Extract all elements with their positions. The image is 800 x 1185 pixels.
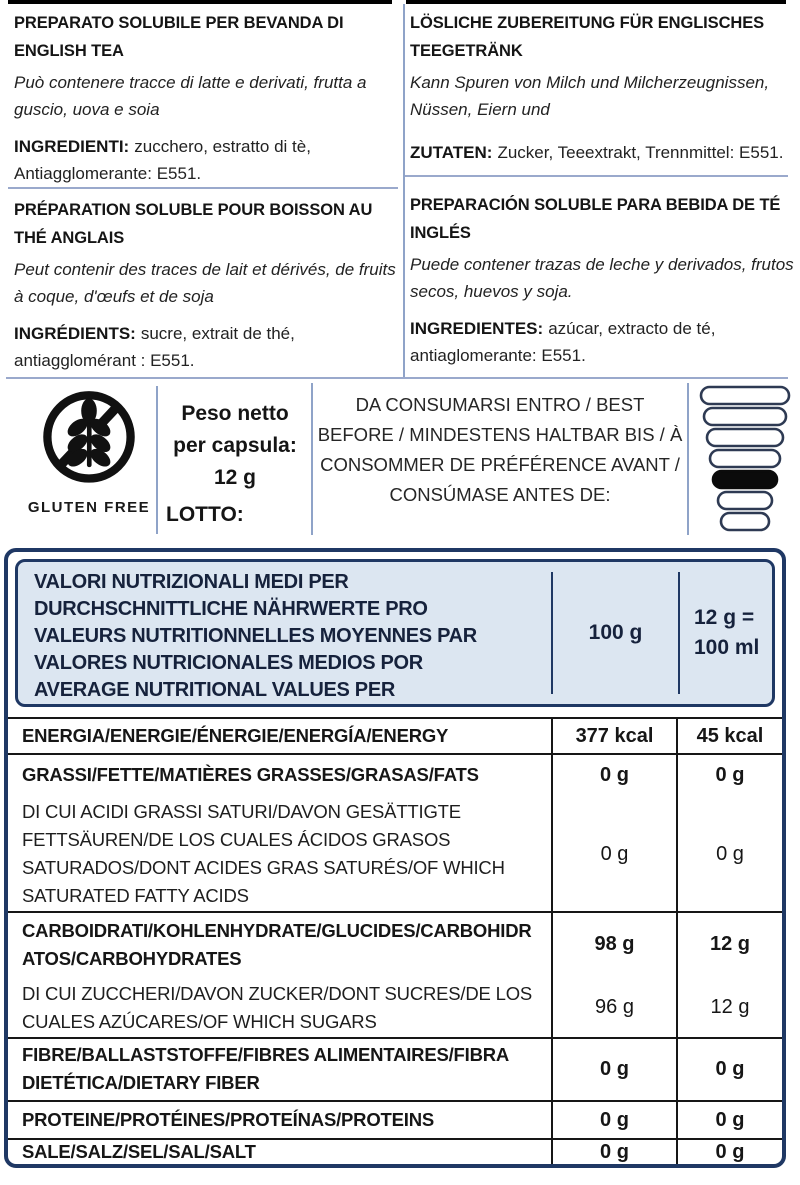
section-italian: [14, 9, 394, 188]
row-energy: [8, 717, 782, 753]
gluten-free-badge: [24, 388, 154, 516]
italian-allergen-note: Può contenere tracce di latte e derivati, frutta a guscio, uova e soia: [14, 72, 367, 119]
gluten-free-label: GLUTEN FREE: [27, 499, 151, 516]
nutrition-header-line-de: DURCHSCHNITTLICHE NÄHRWERTE PRO: [34, 598, 428, 620]
row-carbs-percapsule: 12 g: [676, 913, 782, 977]
row-carbohydrates: [8, 911, 782, 1037]
section-german: [410, 9, 792, 166]
nutrition-header-line-fr: VALEURS NUTRITIONNELLES MOYENNES PAR: [34, 625, 477, 647]
middle-band-top-divider: [6, 377, 788, 379]
middle-separator-2: [311, 383, 313, 535]
row-fats: [8, 753, 782, 911]
row-fiber-label: FIBRE/BALLASTSTOFFE/FIBRES ALIMENTAIRES/FIBRA DIETÉTICA/DIETARY FIBER: [22, 1044, 509, 1094]
net-weight-line-1: Peso netto: [181, 402, 289, 425]
german-allergen-note: Kann Spuren von Milch und Milcherzeugnissen, Nüssen, Eiern und: [410, 72, 770, 119]
french-allergen-note: Peut contenir des traces de lait et dérivés, de fruits à coque, d'œufs et de soja: [14, 259, 396, 306]
row-proteins: [8, 1100, 782, 1138]
nutrition-rows: [8, 717, 782, 1164]
label-top-border-right: [406, 0, 786, 4]
italian-section-divider: [8, 187, 398, 189]
per-capsule-line-2: 100 ml: [694, 636, 760, 659]
spanish-ingredients-text: azúcar, extracto de té, antiaglomerante: E551.: [410, 319, 716, 366]
row-salt-per100g: 0 g: [551, 1140, 676, 1164]
net-weight-line-2: per capsula:: [173, 434, 297, 457]
column-header-per-capsule: [680, 562, 768, 704]
gluten-free-icon: [37, 388, 141, 490]
italian-ingredients-label: INGREDIENTI:: [14, 137, 130, 157]
row-sugars-label: DI CUI ZUCCHERI/DAVON ZUCKER/DONT SUCRES/DE LOS CUALES AZÚCARES/OF WHICH SUGARS: [22, 982, 533, 1032]
section-spanish: [410, 191, 794, 370]
row-proteins-label: PROTEINE/PROTÉINES/PROTEÍNAS/PROTEINS: [22, 1109, 434, 1130]
row-fats-percapsule: 0 g: [676, 755, 782, 795]
nutrition-header-line-es: VALORES NUTRICIONALES MEDIOS POR: [34, 652, 423, 674]
italian-ingredients: [14, 133, 394, 187]
capsule-stack-icon: [699, 385, 791, 535]
nutrition-table-header: [15, 559, 775, 707]
best-before-text: DA CONSUMARSI ENTRO / BEST BEFORE / MINDESTENS HALTBAR BIS / À CONSOMMER DE PRÉFÉRENCE AVANT / CONSÚMASE ANTES DE:: [317, 394, 683, 505]
row-fiber-per100g: 0 g: [551, 1039, 676, 1100]
row-carbs-label: CARBOIDRATI/KOHLENHYDRATE/GLUCIDES/CARBOHIDRATOS/CARBOHYDRATES: [22, 919, 532, 969]
german-section-divider: [405, 175, 788, 177]
row-sugars-percapsule: 12 g: [676, 977, 782, 1039]
row-carbs-per100g: 98 g: [551, 913, 676, 977]
spanish-allergen-note: Puede contener trazas de leche y derivados, frutos secos, huevos y soja.: [410, 254, 794, 301]
nutrition-header-line-en: AVERAGE NUTRITIONAL VALUES PER: [34, 679, 396, 701]
french-ingredients-label: INGRÉDIENTS:: [14, 324, 136, 344]
row-fats-per100g: 0 g: [551, 755, 676, 795]
row-fats-label: GRASSI/FETTE/MATIÈRES GRASSES/GRASAS/FATS: [22, 764, 479, 785]
nutrition-table: [4, 548, 786, 1168]
row-salt: [8, 1138, 782, 1164]
column-header-per-100g: 100 g: [588, 621, 643, 644]
german-ingredients-text: Zucker, Teeextrakt, Trennmittel: E551.: [497, 143, 784, 163]
middle-separator-1: [156, 386, 158, 534]
row-saturated-percapsule: 0 g: [676, 795, 782, 913]
row-salt-percapsule: 0 g: [676, 1140, 782, 1164]
spanish-ingredients-label: INGREDIENTES:: [410, 319, 544, 339]
row-fiber-percapsule: 0 g: [676, 1039, 782, 1100]
row-proteins-percapsule: 0 g: [676, 1102, 782, 1138]
italian-ingredients-text: zucchero, estratto di tè, Antiagglomerante: E551.: [14, 137, 311, 184]
row-salt-label: SALE/SALZ/SEL/SAL/SALT: [22, 1141, 256, 1162]
row-fiber: [8, 1037, 782, 1100]
row-saturated-label: DI CUI ACIDI GRASSI SATURI/DAVON GESÄTTIGTE FETTSÄUREN/DE LOS CUALES ÁCIDOS GRASOS SATURADOS/DONT ACIDES GRAS SATURÉS/OF WHICH SATURATED FATTY ACIDS: [22, 801, 505, 906]
french-ingredients: [14, 320, 404, 374]
row-carbs-main: [8, 913, 782, 977]
label-top-border-left: [8, 0, 392, 4]
row-saturated-per100g: 0 g: [551, 795, 676, 913]
spanish-title: PREPARACIÓN SOLUBLE PARA BEBIDA DE TÉ INGLÉS: [410, 196, 781, 243]
section-french: [14, 196, 404, 375]
nutrition-header-title: [34, 569, 546, 704]
net-weight: [160, 398, 310, 494]
row-sugars-per100g: 96 g: [551, 977, 676, 1039]
lot-label: LOTTO:: [166, 503, 244, 526]
row-energy-per100g: 377 kcal: [551, 719, 676, 753]
italian-title: PREPARATO SOLUBILE PER BEVANDA DI ENGLISH TEA: [14, 14, 344, 61]
per-capsule-line-1: 12 g =: [694, 606, 755, 629]
german-ingredients-label: ZUTATEN:: [410, 143, 493, 163]
french-ingredients-text: sucre, extrait de thé, antiagglomérant : E551.: [14, 324, 295, 371]
german-title: LÖSLICHE ZUBEREITUNG FÜR ENGLISCHES TEEGETRÄNK: [410, 14, 765, 61]
row-energy-label: ENERGIA/ENERGIE/ÉNERGIE/ENERGÍA/ENERGY: [22, 725, 449, 746]
german-ingredients: [410, 139, 792, 166]
middle-separator-3: [687, 383, 689, 535]
row-sugars: [8, 977, 782, 1039]
nutrition-header-line-it: VALORI NUTRIZIONALI MEDI PER: [34, 571, 349, 593]
spanish-ingredients: [410, 315, 794, 369]
row-saturated-fats: [8, 795, 782, 913]
net-weight-line-3: 12 g: [213, 466, 257, 489]
row-fats-main: [8, 755, 782, 795]
french-title: PRÉPARATION SOLUBLE POUR BOISSON AU THÉ ANGLAIS: [14, 201, 373, 248]
row-energy-percapsule: 45 kcal: [676, 719, 782, 753]
row-proteins-per100g: 0 g: [551, 1102, 676, 1138]
